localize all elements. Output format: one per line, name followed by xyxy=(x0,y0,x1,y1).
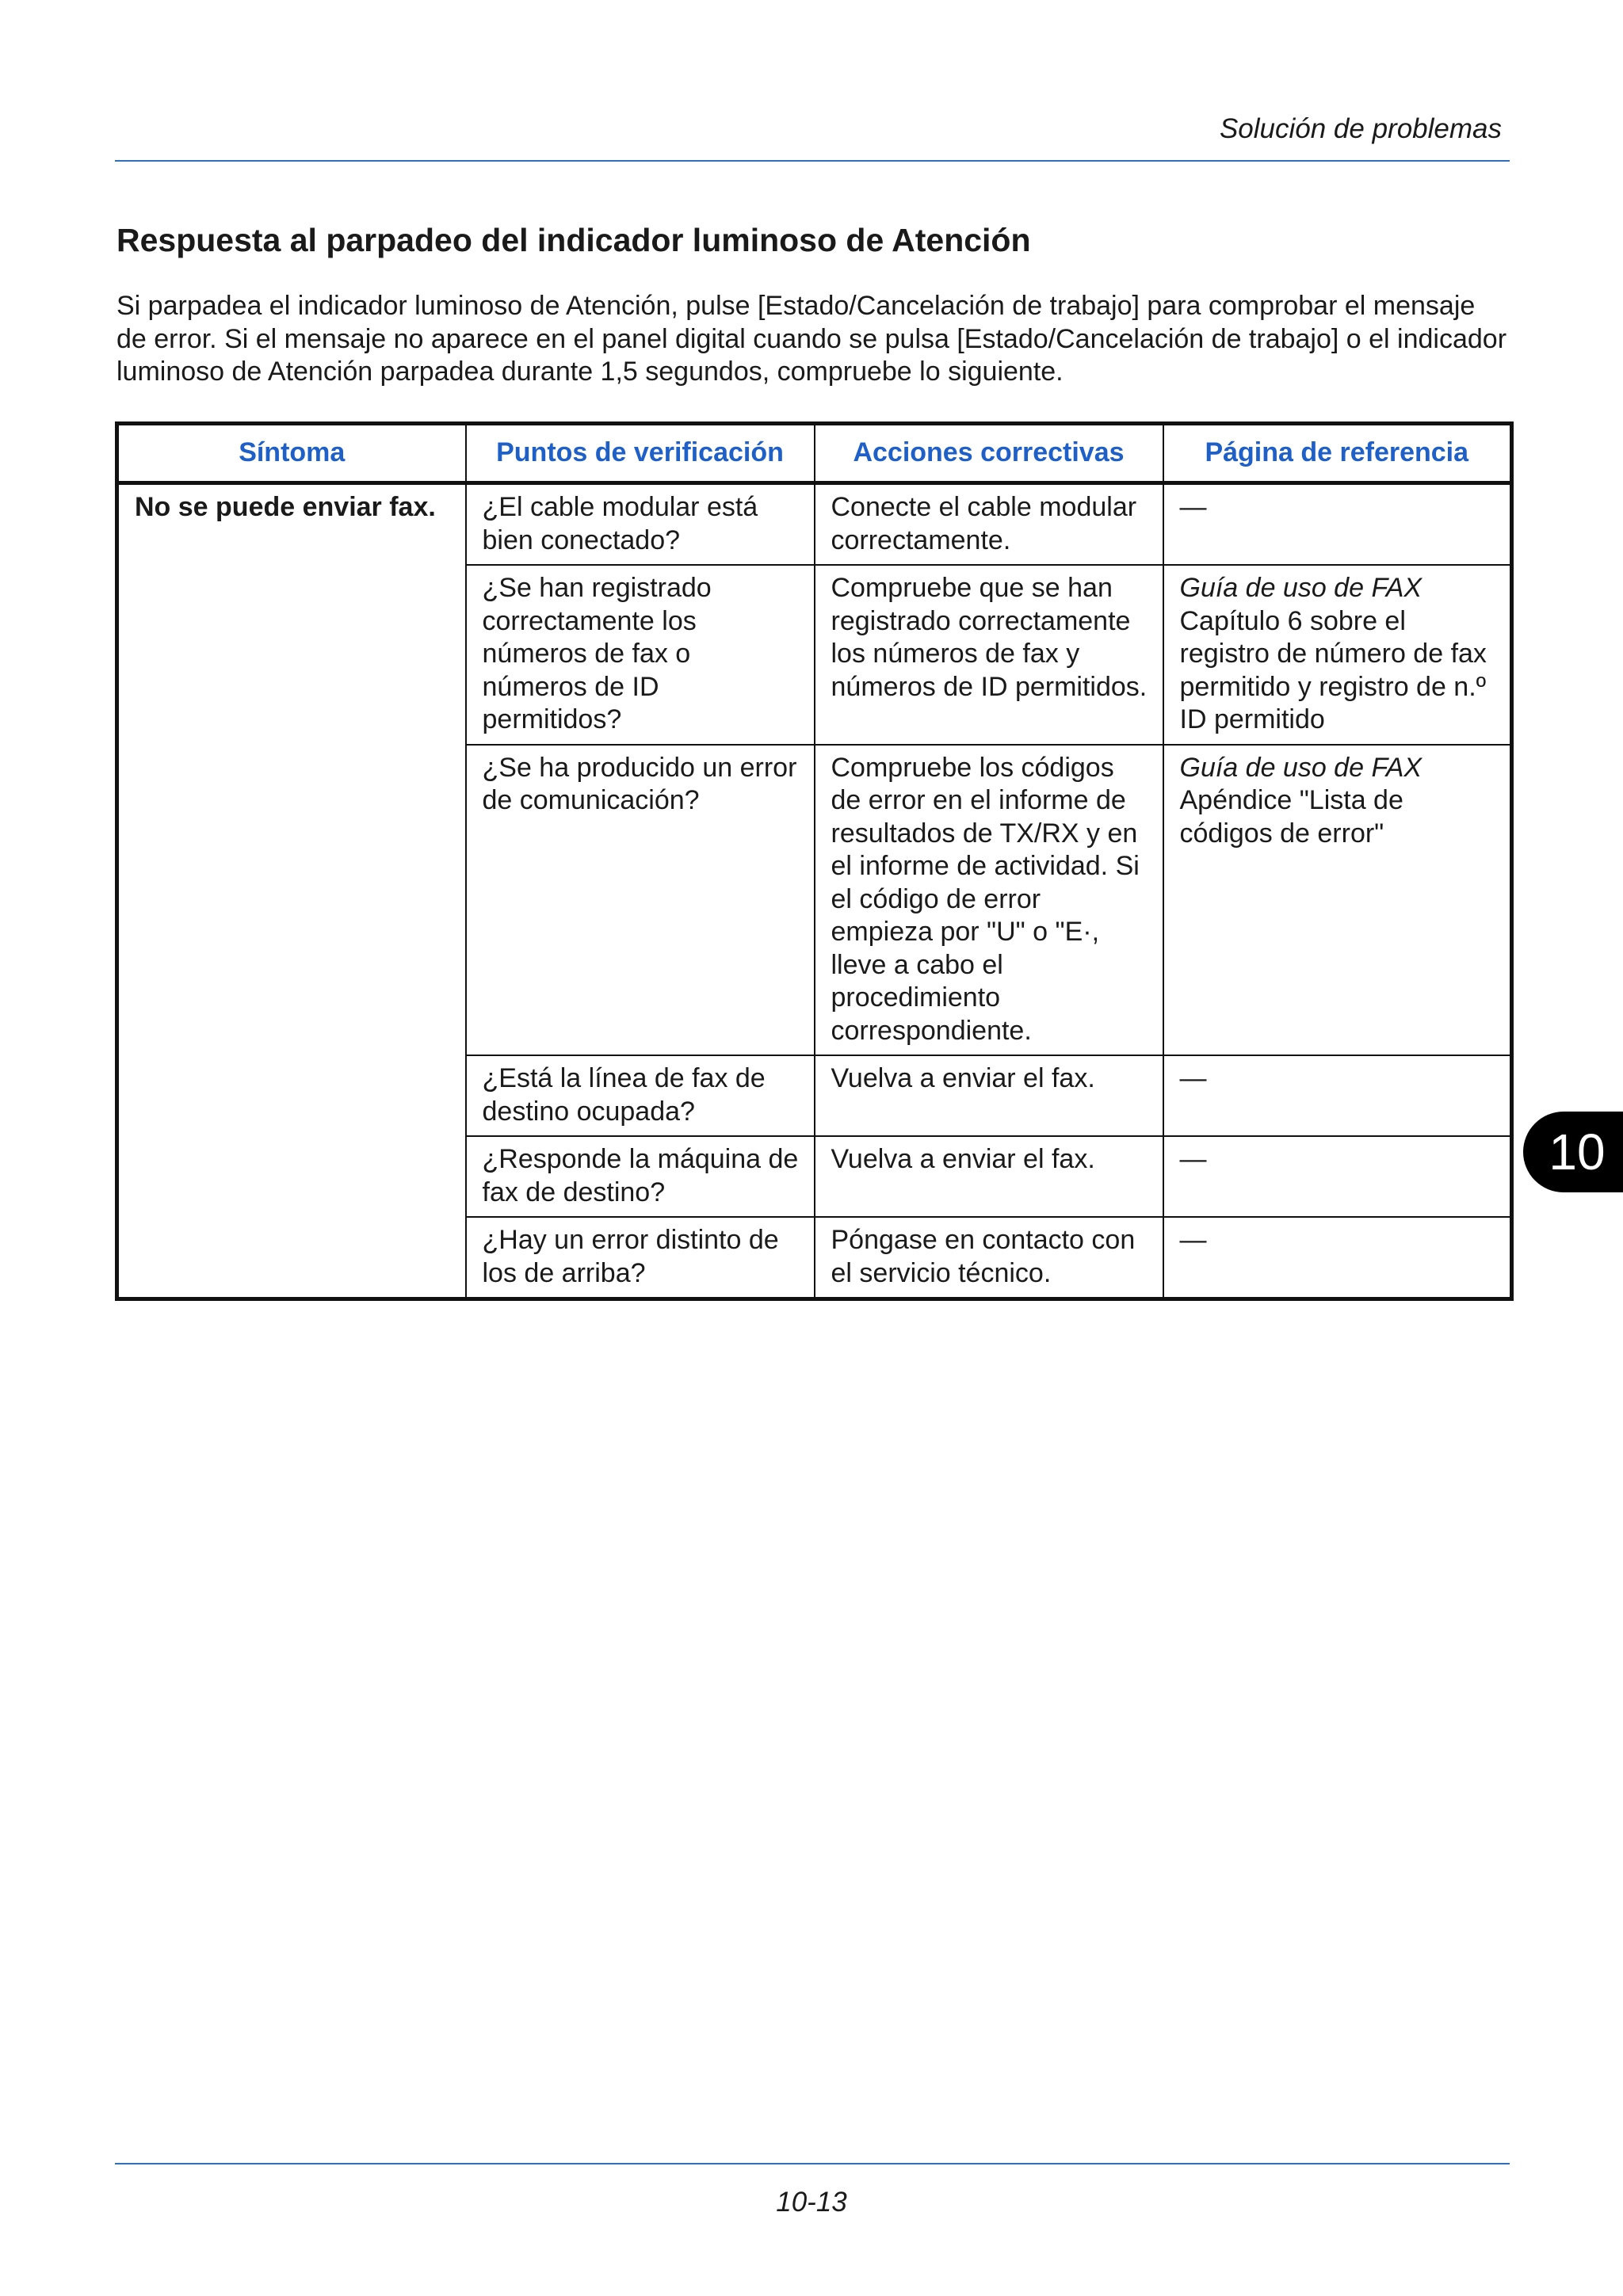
action-cell: Póngase en contacto con el servicio técnico. xyxy=(815,1217,1163,1299)
action-cell: Conecte el cable modular correctamente. xyxy=(815,483,1163,566)
action-cell: Vuelva a enviar el fax. xyxy=(815,1136,1163,1217)
running-header: Solución de problemas xyxy=(1219,113,1502,144)
reference-detail: — xyxy=(1179,1144,1207,1174)
column-header-reference-page: Página de referencia xyxy=(1163,424,1512,483)
reference-cell xyxy=(1163,483,1512,566)
column-header-check-points: Puntos de verificación xyxy=(466,424,815,483)
check-cell: ¿Hay un error distinto de los de arriba? xyxy=(466,1217,815,1299)
column-header-symptom: Síntoma xyxy=(117,424,466,483)
reference-detail: Apéndice "Lista de códigos de error" xyxy=(1179,785,1403,849)
intro-paragraph: Si parpadea el indicador luminoso de Atención, pulse [Estado/Cancelación de trabajo] para comprobar el mensaje de error. Si el mensaje no aparece en el panel digital cuando se pulsa [Estado/Cancelación de trabajo] o el indicador luminoso de Atención parpadea durante 1,5 segundos, compruebe lo siguiente. xyxy=(116,291,1507,387)
check-cell: ¿Se ha producido un error de comunicación? xyxy=(466,745,815,1056)
check-cell: ¿El cable modular está bien conectado? xyxy=(466,483,815,566)
symptom-cell: No se puede enviar fax. xyxy=(117,483,466,1299)
troubleshooting-table xyxy=(115,421,1514,1301)
reference-cell xyxy=(1163,1217,1512,1299)
footer-divider xyxy=(115,2163,1510,2164)
reference-detail: Capítulo 6 sobre el registro de número de fax permitido y registro de n.º ID permitido xyxy=(1179,605,1487,734)
page-number: 10-13 xyxy=(776,2187,847,2218)
check-cell: ¿Está la línea de fax de destino ocupada? xyxy=(466,1055,815,1136)
reference-cell xyxy=(1163,745,1512,1056)
table-row xyxy=(117,483,1512,566)
header-divider xyxy=(115,160,1510,162)
reference-title: Guía de uso de FAX xyxy=(1179,573,1423,603)
column-header-corrective-actions: Acciones correctivas xyxy=(815,424,1163,483)
action-cell: Vuelva a enviar el fax. xyxy=(815,1055,1163,1136)
reference-cell xyxy=(1163,1136,1512,1217)
reference-detail: — xyxy=(1179,492,1207,522)
table-header-row xyxy=(117,424,1512,483)
chapter-tab: 10 xyxy=(1523,1112,1623,1192)
reference-detail: — xyxy=(1179,1063,1207,1093)
section-title: Respuesta al parpadeo del indicador luminoso de Atención xyxy=(116,222,1031,258)
reference-cell xyxy=(1163,565,1512,745)
check-cell: ¿Responde la máquina de fax de destino? xyxy=(466,1136,815,1217)
check-cell: ¿Se han registrado correctamente los números de fax o números de ID permitidos? xyxy=(466,565,815,745)
reference-detail: — xyxy=(1179,1225,1207,1255)
reference-cell xyxy=(1163,1055,1512,1136)
reference-title: Guía de uso de FAX xyxy=(1179,752,1423,783)
action-cell: Compruebe los códigos de error en el informe de resultados de TX/RX y en el informe de actividad. Si el código de error empieza por "U" o "E·, lleve a cabo el procedimiento correspondiente. xyxy=(815,745,1163,1056)
action-cell: Compruebe que se han registrado correctamente los números de fax y números de ID permitidos. xyxy=(815,565,1163,745)
